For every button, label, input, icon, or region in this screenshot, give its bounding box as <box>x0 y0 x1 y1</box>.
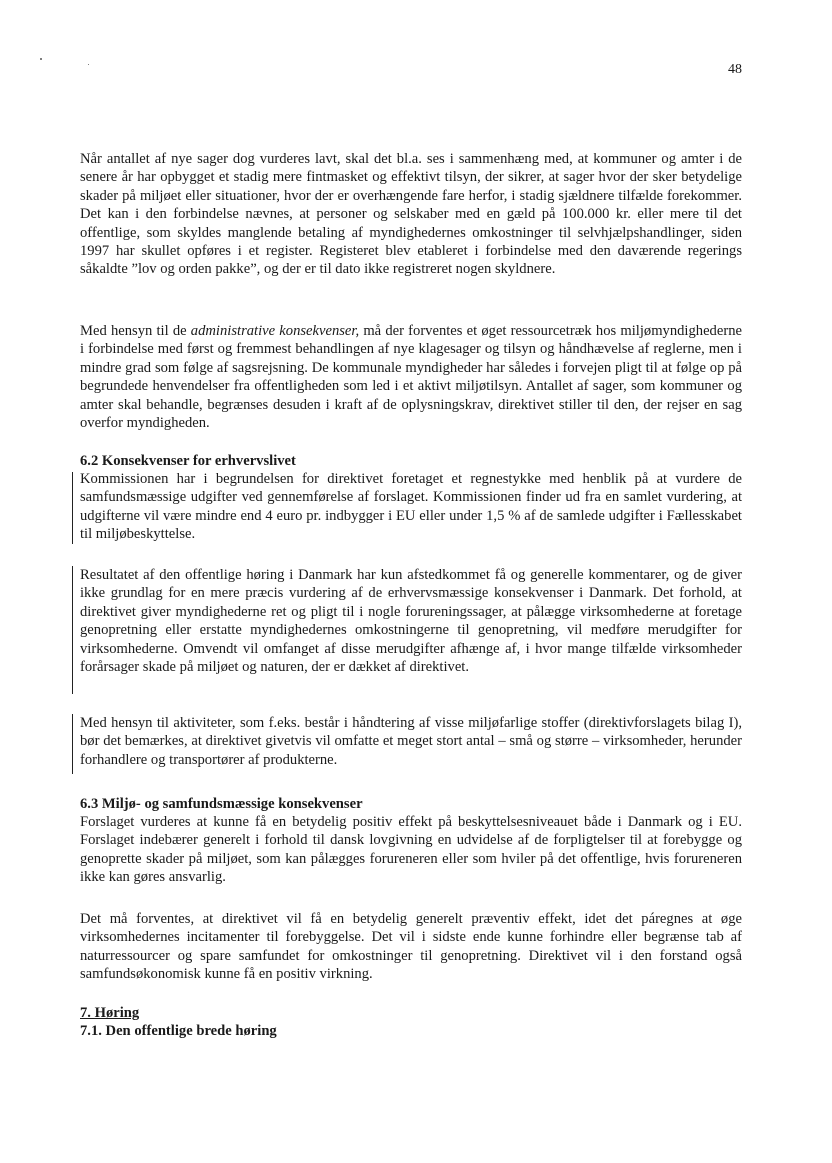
paragraph-environmental-effect: Forslaget vurderes at kunne få en betydelig positiv effekt på beskyttelsesniveauet både i Danmark og i EU. Forslaget indebærer generelt i forhold til dansk lovgivning en udvidelse af de forpligtelser til at forebygge og genoprette skader på miljøet, som kan pålægges forureneren eller som hviler på det offentlige, hvis forureneren ikke kan gøres ansvarlig. <box>80 814 742 886</box>
paragraph-text-start: Med hensyn til de <box>80 323 191 339</box>
scan-speck <box>88 64 89 65</box>
section-heading-7-1: 7.1. Den offentlige brede høring <box>80 1023 277 1039</box>
section-heading-6-2: 6.2 Konsekvenser for erhvervslivet <box>80 453 296 469</box>
page-number: 48 <box>728 62 742 77</box>
revision-bar <box>72 472 73 544</box>
paragraph-case-volume: Når antallet af nye sager dog vurderes lavt, skal det bl.a. ses i sammenhæng med, at kommuner og amter i de senere år har opbygget et stadig mere fintmasket og effektivt tilsyn, der sikrer, at sager hvor der sker betydelige skader på miljøet eller situationer, hvor der er overhængende fare herfor, i stadig sjældnere tilfælde forekommer. Det kan i den forbindelse nævnes, at personer og selskaber med en gæld på 100.000 kr. eller mere til det offentlige, som skyldes manglende betaling af myndighedernes omkostninger til selvhjælpshandlinger, siden 1997 har skullet opføres i et register. Registeret blev etableret i forbindelse med den daværende regerings såkaldte ”lov og orden pakke”, og der er til dato ikke registreret nogen skyldnere. <box>80 151 742 278</box>
section-heading-6-3: 6.3 Miljø- og samfundsmæssige konsekvenser <box>80 796 363 812</box>
paragraph-public-consultation: Resultatet af den offentlige høring i Danmark har kun afstedkommet få og generelle kommentarer, og de giver ikke grundlag for en mere præcis vurdering af de erhvervsmæssige konsekvenser i Danmark. Det forhold, at direktivet giver myndighederne ret og pligt til i nogle forureningssager, at pålægge virksomhederne at foretage genopretning eller erstatte myndighedernes omkostningerne til genopretning, vil medføre merudgifter for virksomhederne. Omvendt vil omfanget af disse merudgifter afhænge af, i hvor mange tilfælde virksomheder forårsager skade på miljøet og naturen, der er dækket af direktivet. <box>80 567 742 676</box>
revision-bar <box>72 566 73 694</box>
paragraph-commission-estimate: Kommissionen har i begrundelsen for direktivet foretaget et regnestykke med henblik på at vurdere de samfundsmæssige udgifter ved gennemførelse af forslaget. Kommissionen finder ud fra en samlet vurdering, at udgifterne vil være mindre end 4 euro pr. indbygger i EU eller under 1,5 % af de samlede udgifter i Fællesskabet til miljøbeskyttelse. <box>80 471 742 543</box>
paragraph-text-end: må der forventes et øget ressourcetræk hos miljømyndighederne i forbindelse med først og fremmest behandlingen af nye klagesager og tilsyn og håndhævelse af reglerne, men i mindre grad som følge af sagsrejsning. De kommunale myndigheder har således i forvejen pligt til at følge op på begrundede henvendelser fra offentligheden som led i et aktivt miljøtilsyn. Antallet af sager, som kommuner og amter skal behandle, begrænses desuden i kraft af de oplysningskrav, direktivet stiller til den, der rejser en sag overfor myndigheden. <box>80 323 742 432</box>
section-heading-7: 7. Høring <box>80 1005 140 1021</box>
paragraph-preventive-effect: Det må forventes, at direktivet vil få en betydelig generelt præventiv effekt, idet det páregnes at øge virksomhedernes incitamenter til forebyggelse. Det vil i sidste ende kunne forhindre eller begrænse tab af naturressourcer og spare samfundet for omkostninger til genopretning. Direktivet vil i den forstand også samfundsøkonomisk kunne få en positiv virkning. <box>80 911 742 983</box>
paragraph-activities: Med hensyn til aktiviteter, som f.eks. består i håndtering af visse miljøfarlige stoffer (direktivforslagets bilag I), bør det bemærkes, at direktivet givetvis vil omfatte et meget stort antal – små og større – virksomheder, herunder forhandlere og transportører af produkterne. <box>80 715 742 768</box>
scan-speck <box>40 58 42 60</box>
revision-bar <box>72 714 73 774</box>
italic-term: administrative konsekvenser, <box>190 323 360 339</box>
paragraph-administrative-consequences <box>80 322 742 432</box>
